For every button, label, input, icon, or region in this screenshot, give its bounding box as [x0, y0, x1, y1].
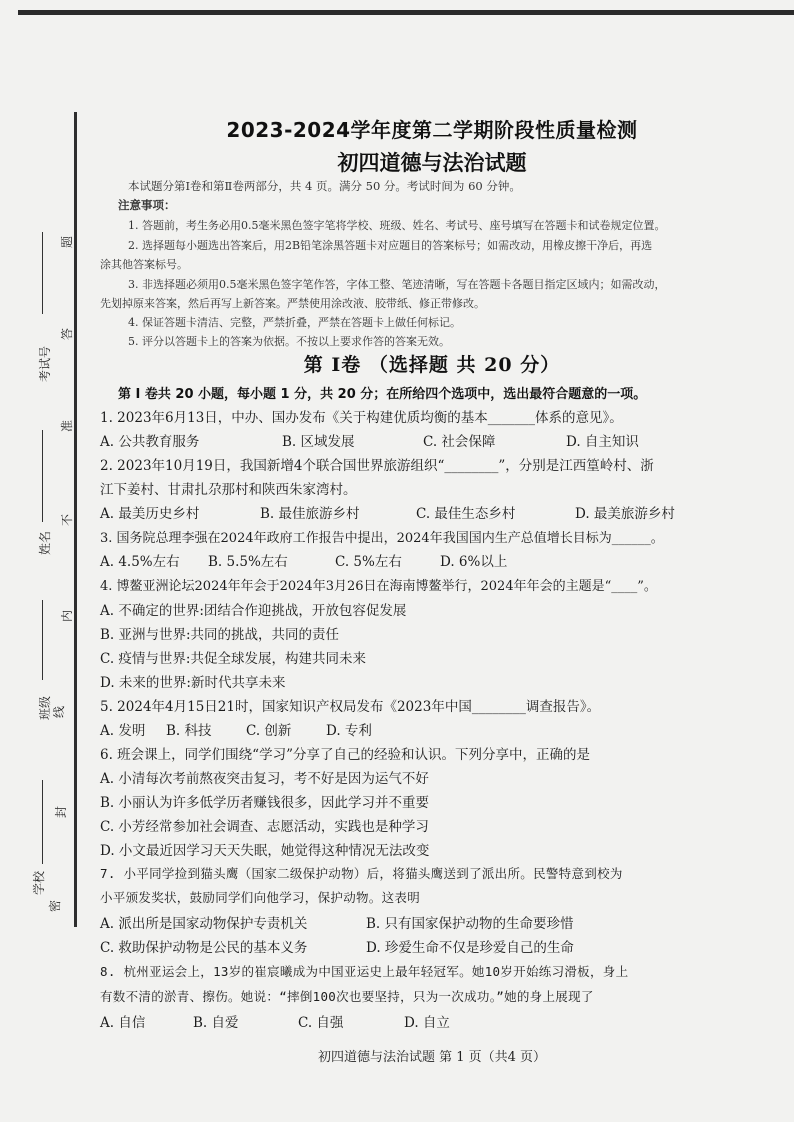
- exam-number-blank: [42, 232, 43, 314]
- option: B. 最佳旅游乡村: [260, 506, 360, 522]
- name-blank: [42, 430, 43, 522]
- option: D. 6%以上: [440, 554, 508, 570]
- option: A. 发明: [100, 723, 146, 739]
- question-stem: 2. 2023年10月19日，我国新增4个联合国世界旅游组织“________”，分别是江西篁岭村、浙: [100, 458, 654, 474]
- question-stem: 6. 班会课上，同学们围绕“学习”分享了自己的经验和认识。下列分享中，正确的是: [100, 747, 590, 763]
- notice-item: 5. 评分以答题卡上的答案为依据。不按以上要求作答的答案无效。: [128, 335, 450, 348]
- option: C. 5%左右: [335, 554, 402, 570]
- option: B. 亚洲与世界:共同的挑战，共同的责任: [100, 627, 340, 643]
- page-top-edge: [18, 10, 794, 15]
- notice-item: 涂其他答案标号。: [100, 258, 188, 271]
- option: A. 4.5%左右: [100, 554, 180, 570]
- option: B. 小丽认为许多低学历者赚钱很多，因此学习并不重要: [100, 795, 430, 811]
- option: C. 疫情与世界:共促全球发展，构建共同未来: [100, 651, 366, 667]
- part1-instruction: 第 Ⅰ 卷共 20 小题，每小题 1 分，共 20 分；在所给四个选项中，选出最符合题意的一项。: [118, 387, 647, 402]
- option: C. 最佳生态乡村: [416, 506, 516, 522]
- exam-title: 2023-2024学年度第二学期阶段性质量检测: [226, 118, 638, 142]
- seal-char: 不: [60, 513, 74, 526]
- notice-item: 3. 非选择题必须用0.5毫米黑色签字笔作答，字体工整、笔迹清晰，写在答题卡各题目指定区域内；如需改动，: [128, 278, 666, 291]
- option: A. 最美历史乡村: [100, 506, 200, 522]
- seal-char: 答: [60, 327, 74, 340]
- option: D. 最美旅游乡村: [575, 506, 675, 522]
- option: A. 派出所是国家动物保护专责机关: [100, 916, 308, 932]
- seal-char: 封: [54, 805, 68, 818]
- part1-title: 第 Ⅰ卷 （选择题 共 20 分）: [303, 354, 561, 376]
- question-stem: 1. 2023年6月13日，中办、国办发布《关于构建优质均衡的基本_______体系的意见》。: [100, 410, 623, 426]
- option: B. 5.5%左右: [208, 554, 288, 570]
- notice-item: 先划掉原来答案，然后再写上新答案。严禁使用涂改液、胶带纸、修正带修改。: [100, 297, 485, 310]
- school-blank: [42, 780, 43, 864]
- option: B. 自爱: [193, 1015, 239, 1031]
- question-stem: 8. 杭州亚运会上，13岁的崔宸曦成为中国亚运史上最年轻冠军。她10岁开始练习滑板，身上: [100, 964, 629, 979]
- question-stem: 3. 国务院总理李强在2024年政府工作报告中提出，2024年我国国内生产总值增长目标为______。: [100, 531, 664, 546]
- option: A. 公共教育服务: [100, 434, 200, 450]
- seal-char: 密: [48, 899, 62, 912]
- option: C. 创新: [246, 723, 292, 739]
- seal-char: 内: [60, 609, 74, 622]
- notice-item: 2. 选择题每小题选出答案后，用2B铅笔涂黑答题卡对应题目的答案标号；如需改动，用橡皮擦干净后，再选: [128, 239, 653, 252]
- option: A. 自信: [100, 1015, 146, 1031]
- question-stem: 有数不清的淤青、擦伤。她说：“摔倒100次也要坚持，只为一次成功。”她的身上展现了: [100, 989, 594, 1004]
- question-stem: 4. 博鳌亚洲论坛2024年年会于2024年3月26日在海南博鳌举行，2024年年会的主题是“____”。: [100, 579, 657, 594]
- class-label: 班级: [38, 695, 52, 720]
- option: D. 小文最近因学习天天失眠，她觉得这种情况无法改变: [100, 843, 430, 859]
- option: C. 社会保障: [423, 434, 496, 450]
- question-stem: 7. 小平同学捡到猫头鹰（国家二级保护动物）后，将猫头鹰送到了派出所。民警特意到校为: [100, 866, 623, 881]
- question-stem: 5. 2024年4月15日21时，国家知识产权局发布《2023年中国________调查报告》。: [100, 699, 601, 715]
- option: A. 不确定的世界:团结合作迎挑战，开放包容促发展: [100, 603, 407, 619]
- class-blank: [42, 600, 43, 680]
- option: C. 自强: [298, 1015, 344, 1031]
- name-label: 姓名: [38, 530, 52, 555]
- option: D. 自立: [404, 1015, 450, 1031]
- option: B. 只有国家保护动物的生命要珍惜: [366, 916, 574, 932]
- option: C. 救助保护动物是公民的基本义务: [100, 940, 308, 956]
- option: D. 珍爱生命不仅是珍爱自己的生命: [366, 940, 574, 956]
- notice-item: 4. 保证答题卡清洁、完整，严禁折叠，严禁在答题卡上做任何标记。: [128, 316, 461, 329]
- school-label: 学校: [32, 870, 46, 895]
- exam-intro: 本试题分第Ⅰ卷和第Ⅱ卷两部分，共 4 页。满分 50 分。考试时间为 60 分钟。: [128, 179, 521, 193]
- notice-item: 1. 答题前，考生务必用0.5毫米黑色签字笔将学校、班级、姓名、考试号、座号填写在答题卡和试卷规定位置。: [128, 219, 666, 232]
- option: D. 未来的世界:新时代共享未来: [100, 675, 286, 691]
- option: B. 区域发展: [282, 434, 355, 450]
- option: D. 自主知识: [566, 434, 639, 450]
- question-stem: 江下姜村、甘肃扎尕那村和陕西朱家湾村。: [100, 482, 357, 498]
- exam-number-label: 考试号: [38, 345, 52, 382]
- seal-char: 题: [60, 235, 74, 248]
- option: D. 专利: [326, 723, 372, 739]
- question-stem: 小平颁发奖状，鼓励同学们向他学习，保护动物。这表明: [100, 890, 421, 905]
- notice-heading: 注意事项：: [118, 198, 176, 212]
- seal-char: 线: [52, 705, 66, 718]
- seal-char: 准: [60, 419, 74, 432]
- page-footer: 初四道德与法治试题 第 1 页（共4 页）: [317, 1050, 547, 1065]
- option: A. 小清每次考前熬夜突击复习，考不好是因为运气不好: [100, 771, 429, 787]
- option: C. 小芳经常参加社会调查、志愿活动，实践也是种学习: [100, 819, 429, 835]
- exam-subtitle: 初四道德与法治试题: [337, 151, 527, 175]
- option: B. 科技: [166, 723, 212, 739]
